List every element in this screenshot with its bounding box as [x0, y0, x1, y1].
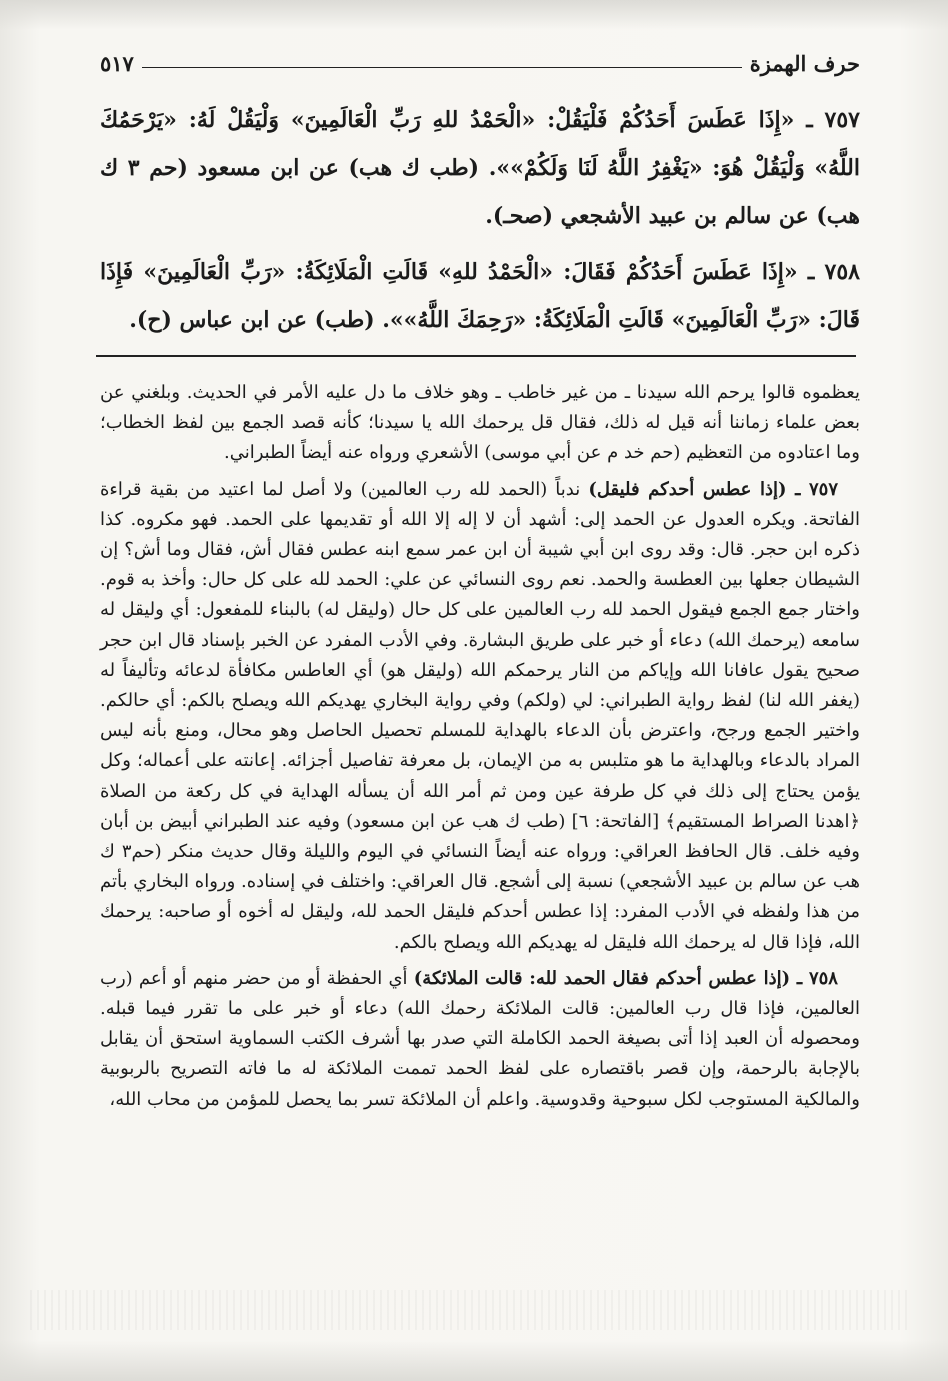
commentary-text: يعظموه قالوا يرحم الله سيدنا ـ من غير خاطب ـ وهو خلاف ما دل عليه الأمر في الحديث. وبلغني عن بعض علماء زماننا أنه قيل له ذلك، فقال قل يرحمك الله يا سيدنا؛ كأنه قصد الجمع بين لفظ الخطاب؛ وما اعتادوه من التعظيم (حم خد م عن أبي موسى) الأشعري ورواه عنه أيضاً الطبراني. — [100, 382, 860, 464]
commentary-757 — [100, 475, 860, 958]
chapter-title: حرف الهمزة — [749, 51, 860, 76]
scan-edge-top — [0, 0, 948, 30]
hadith-text: «إِذَا عَطَسَ أَحَدُكُمْ فَلْيَقُلْ: «الْحَمْدُ للهِ رَبِّ الْعَالَمِينَ» وَلْيَقُلْ لَهُ: «يَرْحَمُكَ اللَّهُ» وَلْيَقُلْ هُوَ: «يَغْفِرُ اللَّهُ لَنَا وَلَكُمْ»». (طب ك هب) عن ابن مسعود (حم ٣ ك هب) عن سالم بن عبيد الأشجعي (صحـ). — [100, 107, 860, 229]
hadith-number: ٧٥٨ ـ — [807, 259, 860, 285]
commentary-lead: ٧٥٨ ـ (إذا عطس أحدكم فقال الحمد لله: قالت الملائكة) — [413, 967, 838, 989]
hadith-text: «إِذَا عَطَسَ أَحَدُكُمْ فَقَالَ: «الْحَمْدُ للهِ» قَالَتِ الْمَلَائِكَةُ: «رَبِّ الْعَالَمِينَ» فَإِذَا قَالَ: «رَبِّ الْعَالَمِينَ» قَالَتِ الْمَلَائِكَةُ: «رَحِمَكَ اللَّهُ»». (طب) عن ابن عباس (ح). — [100, 259, 860, 333]
header-rule — [142, 67, 742, 68]
page-header — [100, 40, 860, 76]
hadith-block — [100, 96, 860, 352]
commentary-lead: ٧٥٧ ـ (إذا عطس أحدكم فليقل) — [588, 478, 838, 500]
commentary-758 — [100, 964, 860, 1115]
commentary-block — [100, 378, 860, 1121]
hadith-757 — [100, 96, 860, 240]
hadith-number: ٧٥٧ ـ — [806, 107, 860, 133]
commentary-text: ندباً (الحمد لله رب العالمين) ولا أصل لما اعتيد من بقية قراءة الفاتحة. ويكره العدول عن الحمد إلى: أشهد أن لا إله إلا الله أو تقديمها على الحمد. فهو مكروه. كذا ذكره ابن حجر. قال: وقد روى ابن أبي شيبة أن ابن عمر سمع ابنه عطس فقال أش، فقال وما أش؟ إن الشيطان جعلها بين العطسة والحمد. نعم روى النسائي عن علي: الحمد لله على كل حال: وأخذ به قوم. واختار جمع الجمع فيقول الحمد لله رب العالمين على كل حال (وليقل له) بالبناء للمفعول: أي وليقل له سامعه (يرحمك الله) دعاء أو خبر على طريق البشارة. وفي الأدب المفرد عن الخبر بإسناد قال ابن حجر صحيح يقول عافانا الله وإياكم من النار يرحمكم الله (وليقل هو) أي العاطس مكافأة لدعائه وتأليفاً له (يغفر الله لنا) لفظ رواية الطبراني: لي (ولكم) وفي رواية البخاري يهديكم الله ويصلح بالكم: أي حالكم. واختير الجمع ورجح، واعترض بأن الدعاء بالهداية للمسلم تحصيل الحاصل وهو محال، ومنع بأنه ليس المراد بالدعاء وبالهداية ما هو متلبس به من الإيمان، بل معرفة تفاصيل أجزائه. إعانته على أعماله؛ وكل يؤمن يحتاج إلى ذلك في كل طرفة عين ومن ثم أمر الله أن يسأله الهداية في كل ركعة من الصلاة ﴿اهدنا الصراط المستقيم﴾ [الفاتحة: ٦] (طب ك هب عن ابن مسعود) وفيه عند الطبراني أبيض بن أبان وفيه خلف. قال الحافظ العراقي: ورواه عنه أيضاً النسائي في اليوم والليلة وقال حديث منكر (حم٣ ك هب عن سالم بن عبيد الأشجعي) نسبة إلى أشجع. قال العراقي: واختلف في إسناده. ورواه البخاري بأتم من هذا ولفظه في الأدب المفرد: إذا عطس أحدكم فليقل الحمد لله، وليقل له أخوه أو صاحبه: يرحمك الله، فإذا قال له يرحمك الله فليقل له يهديكم الله ويصلح بالكم. — [100, 478, 860, 953]
scan-noise — [30, 1290, 910, 1330]
scan-edge-bottom — [0, 1340, 948, 1381]
commentary-continuation — [100, 378, 860, 469]
hadith-758 — [100, 248, 860, 344]
footnote-separator — [96, 355, 856, 357]
commentary-text: أي الحفظة أو من حضر منهم أو أعم (رب العالمين، فإذا قال رب العالمين: قالت الملائكة رحمك الله) دعاء أو خبر على ما تقرر فيما قبله. ومحصوله أن العبد إذا أتى بصيغة الحمد الكاملة التي صدر بها أشرف الكتب السماوية استحق أن يقابل بالإجابة بالرحمة، وإن قصر باقتصاره على لفظ الحمد تممت الملائكة له ما فاته التصريح بالربوبية والمالكية المستوجب لكل سبوحية وقدوسية. واعلم أن الملائكة تسر بما يحصل للمؤمن من محاب الله، — [100, 967, 860, 1110]
page-number: ٥١٧ — [100, 51, 134, 76]
